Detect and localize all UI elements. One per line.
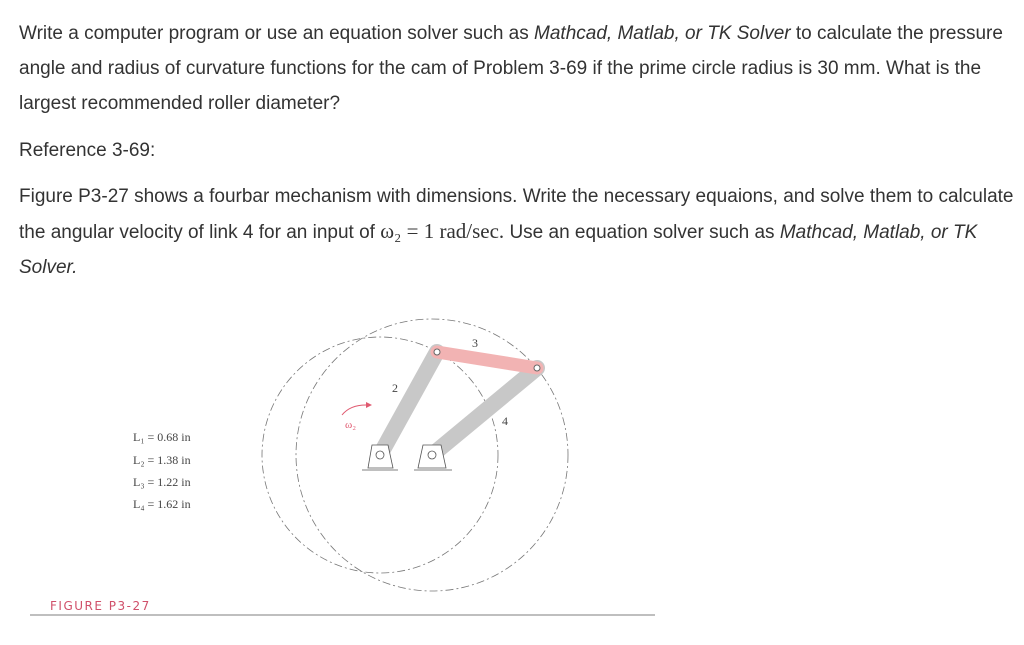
omega-arrow-icon bbox=[342, 405, 366, 415]
figure-caption: FIGURE P3-27 bbox=[50, 599, 151, 613]
question-intro: Write a computer program or use an equation solver such as bbox=[19, 23, 535, 44]
dimension-l4: L₄ = 1.62 in bbox=[133, 497, 191, 511]
reference-label: Reference 3-69: bbox=[19, 140, 156, 161]
link-label-4: 4 bbox=[502, 414, 508, 428]
link-label-2: 2 bbox=[392, 381, 398, 395]
dimension-l2: L₂ = 1.38 in bbox=[133, 453, 191, 467]
reference-text-b: Use an equation solver such as bbox=[504, 222, 780, 243]
dimension-l3: L₃ = 1.22 in bbox=[133, 475, 191, 489]
question-rest: to calculate the pressure angle and radius of curvature functions for the cam of Problem 3-69 if the prime circle radius is 30 mm. What is the largest recommended roller diameter? bbox=[19, 23, 1003, 114]
omega-equation: ω₂ = 1 rad/sec. bbox=[380, 219, 505, 243]
link-4 bbox=[432, 368, 537, 455]
reference-text-a: Figure P3-27 shows a fourbar mechanism with dimensions. Write the necessary equaions, and solve them to calculate the angular velocity of link 4 for an input of bbox=[19, 186, 1014, 243]
dimension-l1: L₁ = 0.68 in bbox=[133, 430, 191, 444]
link-label-3: 3 bbox=[472, 336, 478, 350]
link-2 bbox=[380, 352, 437, 455]
joint-a-pin bbox=[434, 349, 440, 355]
omega-label: ω₂ bbox=[345, 419, 357, 431]
joint-b-pin bbox=[534, 365, 540, 371]
question-solvers: Mathcad, Matlab, or TK Solver bbox=[534, 23, 791, 44]
link-3-coupler bbox=[437, 352, 537, 368]
reference-solvers: Mathcad, Matlab, or TK Solver. bbox=[19, 222, 978, 278]
